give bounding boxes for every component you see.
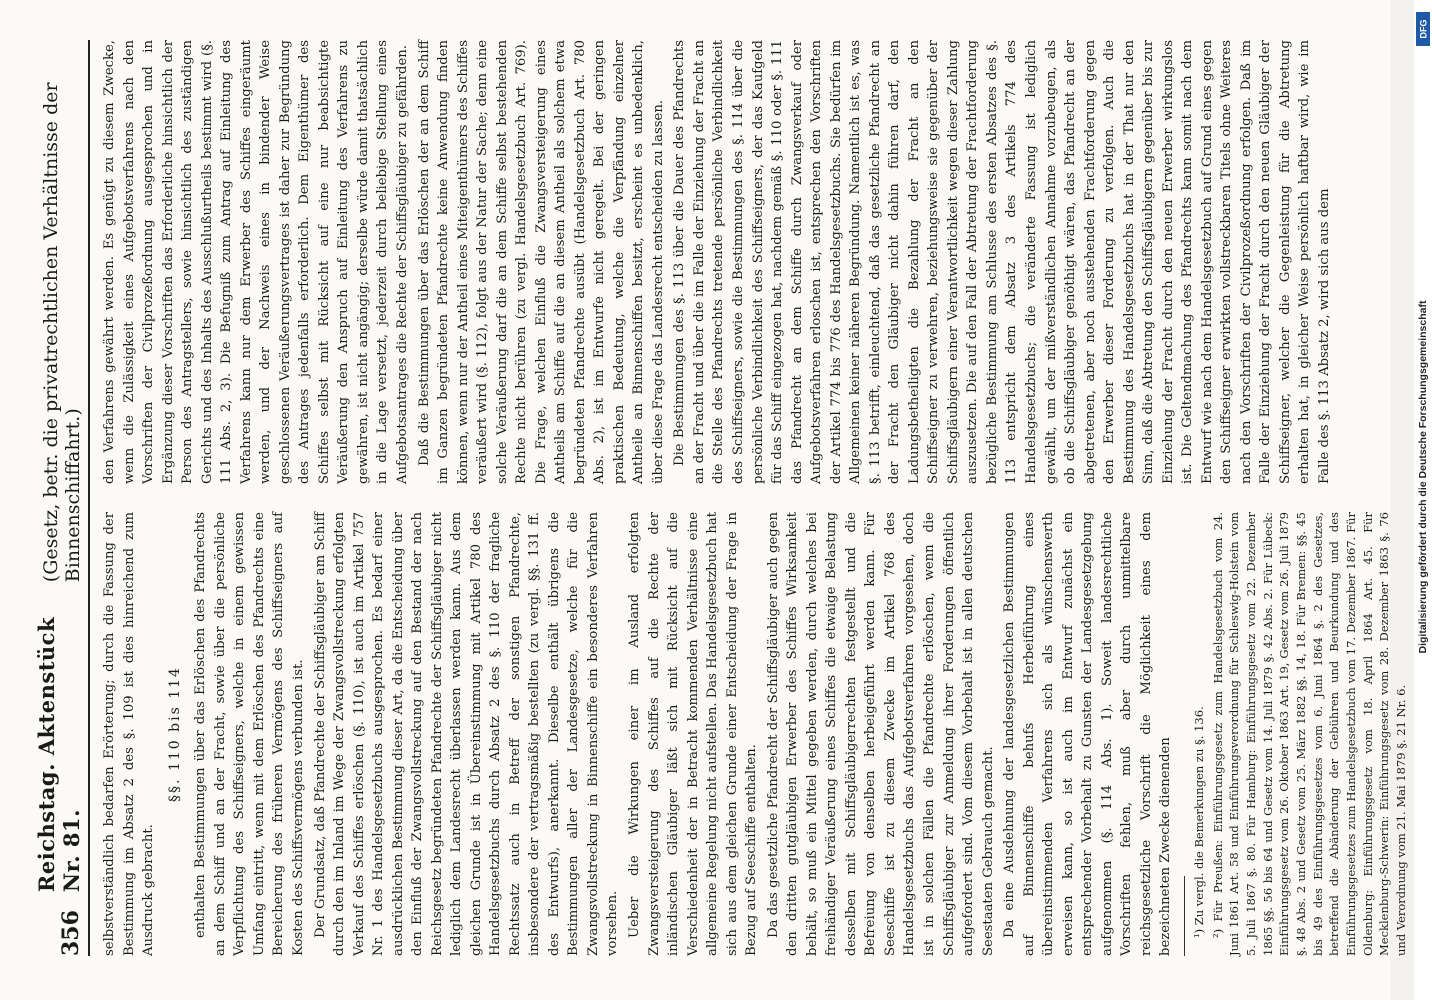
digitization-credit: Digitalisierung gefördert durch die Deutsche Forschungsgemeinschaft bbox=[1417, 300, 1429, 654]
dfg-logo bbox=[1416, 12, 1430, 46]
dfg-logo-text: DFG bbox=[1418, 19, 1428, 39]
right-paragraph: Daß die Bestimmungen über das Erlöschen der an dem Schiff im Ganzen begründeten Pfandrechte keine Anwendung finden können, wenn nur der Antheil eines Miteigenthümers des Schiffes veräußert wird (§. 112), folgt aus der Natur der Sache; denn eine solche Veräußerung darf die an dem Schiffe selbst bestehenden Rechte nicht berühren (zu vergl. Handelsgesetzbuch Art. 769). Die Frage, welchen Einfluß die Zwangsversteigerung eines Antheils am Schiffe auf die an diesem Antheil als solchem etwa begründeten Pfandrechte ausübt (Handelsgesetzbuch Art. 780 Abs. 2), ist im Entwurfe nicht geregelt. Bei der geringen praktischen Bedeutung, welche die Verpfändung einzelner Antheile an Binnenschiffen besitzt, erscheint es unbedenklich, über diese Frage das Landesrecht entscheiden zu lassen. bbox=[416, 40, 666, 484]
left-paragraph: Ueber die Wirkungen einer im Ausland erfolgten Zwangsversteigerung des Schiffes auf die Rechte der inländischen Gläubiger läßt sich mit Rücksicht auf die Verschiedenheit der in Betracht kommenden Verhältnisse eine allgemeine Regelung nicht aufstellen. Das Handelsgesetzbuch hat sich aus dem gleichen Grunde einer Entscheidung der Frage in Bezug auf Seeschiffe enthalten. bbox=[627, 512, 760, 956]
footnote-divider bbox=[1184, 876, 1185, 956]
document-title: Reichstag. Aktenstück Nr. 81. bbox=[34, 616, 84, 893]
left-intro-paragraph: selbstverständlich bedarfen Erörterung; durch die Fassung der Bestimmung im Absatz 2 des §. 109 ist dies hinreichend zum Ausdruck gebracht. bbox=[102, 512, 157, 956]
left-paragraph: enthalten Bestimmungen über das Erlöschen des Pfandrechts an dem Schiff und an der Fracht, sowie über die persönliche Verpflichtung des Schiffseigners, welche in einem gewissen Umfang eintritt, wenn mit dem Erlöschen des Pfandrechts eine Bereicherung des früheren Vermögens des Schiffseigners auf Kosten des Schiffsvermögens verbunden ist. bbox=[193, 512, 306, 956]
section-heading: §§. 110 bis 114 bbox=[166, 666, 183, 802]
left-column bbox=[100, 512, 1408, 956]
right-paragraph: Die Bestimmungen des §. 113 über die Dauer des Pfandrechts an der Fracht und über die im Falle der Einziehung der Fracht an die Stelle des Pfandrechts tretende persönliche Verbindlichkeit des Schiffseigners, sowie die Bestimmungen des §. 114 über die persönliche Verbindlichkeit des Schiffseigners, der das Kaufgeld für das Schiff eingezogen hat, nachdem gemäß §. 110 oder §. 111 das Pfandrecht an dem Schiffe durch Zwangsverkauf oder Aufgebotsverfahren erloschen ist, entsprechen den Vorschriften der Artikel 774 bis 776 des Handelsgesetzbuchs. Sie bedürfen im Allgemeinen keiner näheren Begründung. Namentlich ist es, was §. 113 betrifft, einleuchtend, daß das gesetzliche Pfandrecht an der Fracht den Gläubiger nicht dahin führen darf, den Ladungsbetheiligten die Bezahlung der Fracht an den Schiffseigner zu verwehren, beziehungsweise sie gegenüber der Schiffsgläubigern einer Verantwortlichkeit wegen dieser Zahlung auszusetzen. Die auf den Fall der Abtretung der Frachtforderung bezügliche Bestimmung am Schlusse des ersten Absatzes des §. 113 entspricht dem Absatz 3 des Artikels 774 des Handelsgesetzbuchs; die veränderte Fassung ist lediglich gewählt, um der mißverständlichen Annahme vorzubeugen, als ob die Schiffsgläubiger genöthigt wären, das Pfandrecht an der abgetretenen, aber noch ausstehenden Frachtforderung gegen den Erwerber dieser Forderung zu verfolgen. Auch die Bestimmung des Handelsgesetzbuchs hat in der That nur den Sinn, daß die Abtretung den Schiffsgläubigern gegenüber bis zur Einziehung der Fracht durch den neuen Erwerber wirkungslos ist. Die Geltendmachung des Pfandrechts kann somit nach dem Entwurf wie nach dem Handelsgesetzbuch auf Grund eines gegen den Schiffseigner erwirkten vollstreckbaren Titels ohne Weiteres nach den Vorschriften der Civilprozeßordnung erfolgen. Daß im Falle der Einziehung der Fracht durch den neuen Gläubiger der Schiffseigner, welcher die Gegenleistung für die Abtretung erhalten hat, in gleicher Weise persönlich haftbar wird, wie im Falle des §. 113 Absatz 2, wird sich aus dem bbox=[672, 40, 1332, 484]
left-paragraph: Der Grundsatz, daß Pfandrechte der Schiffsgläubiger am Schiff durch den im Inland im Wege der Zwangsvollstreckung erfolgten Verkauf des Schiffes erlöschen (§. 110), ist auch im Artikel 757 Nr. 1 des Handelsgesetzbuchs ausgesprochen. Es bedarf einer ausdrücklichen Bestimmung dieser Art, da die Entscheidung über den Einfluß der Zwangsvollstreckung auf den Bestand der nach Reichsgesetz begründeten Pfandrechte der Schiffsgläubiger nicht lediglich dem Landesrecht überlassen werden kann. Aus dem gleichen Grunde ist in Übereinstimmung mit Artikel 780 des Handelsgesetzbuchs durch Absatz 2 des §. 110 der fragliche Rechtssatz auch in Betreff der sonstigen Pfandrechte, insbesondere der vertragsmäßig bestellten (zu vergl. §§. 131 ff. des Entwurfs), anerkannt. Dieselbe enthält übrigens die Bestimmungen aller der Landesgesetze, welche für die Zwangsvollstreckung in Binnenschiffe ein besonderes Verfahren vorsehen. bbox=[312, 512, 621, 956]
document-subtitle: (Gesetz, betr. die privatrechtlichen Verhältnisse der Binnenschiffahrt.) bbox=[40, 82, 84, 583]
text-columns bbox=[100, 40, 1408, 956]
right-column bbox=[100, 40, 1390, 484]
left-paragraph: Da eine Ausdehnung der landesgesetzlichen Bestimmungen auf Binnenschiffe behufs Herbeiführung eines übereinstimmenden Verfahrens sich als wünschenswerth erweisen kann, so ist auch im Entwurf zunächst ein entsprechender Vorbehalt zu Gunsten der Landesgesetzgebung aufgenommen (§. 114 Abs. 1). Soweit landesrechtliche Vorschriften fehlen, muß aber durch unmittelbare reichsgesetzliche Vorschrift die Möglichkeit eines dem bezeichneten Zwecke dienenden bbox=[1002, 512, 1174, 956]
right-paragraph: den Verfahrens gewährt werden. Es genügt zu diesem Zwecke, wenn die Zulässigkeit eines Aufgebotsverfahrens nach den Vorschriften der Civilprozeßordnung ausgesprochen und in Ergänzung dieser Vorschriften das Erforderliche hinsichtlich der Person des Antragstellers, sowie hinsichtlich des zuständigen Gerichts und des Inhalts des Ausschlußurtheils bestimmt wird (§. 111 Abs. 2, 3). Die Befugniß zum Antrag auf Einleitung des Verfahrens kann nur dem Erwerber des Schiffes eingeräumt werden, und der Nachweis eines in bindender Weise geschlossenen Veräußerungsvertrages ist daher zur Begründung des Antrages jedenfalls erforderlich. Dem Eigenthümer des Schiffes selbst mit Rücksicht auf eine nur beabsichtigte Veräußerung den Anspruch auf Einleitung des Verfahrens zu gewähren, ist nicht angängig; derselbe würde damit thatsächlich in die Lage versetzt, jederzeit durch beliebige Stellung eines Aufgebotsantrages die Rechte der Schiffsgläubiger zu gefährden. bbox=[102, 40, 410, 484]
footnote: ²) Für Preußen: Einführungsgesetz zum Handelsgesetzbuch vom 24. Juni 1861 Art. 58 und Einführungsverordnung für Schleswig-Holstein vom 5. Juli 1867 §. 80. Für Hamburg: Einführungsgesetz vom 22. Dezember 1865 §§. 56 bis 64 und Gesetz vom 14. Juli 1879 §. 42 Abs. 2. Für Lübeck: Einführungsgesetz vom 26. Oktober 1863 Art. 19, Gesetz vom 26. Juli 1879 §. 48 Abs. 2 und Gesetz vom 25. März 1882 §§. 14, 18. Für Bremen: §§. 45 bis 49 des Einführungsgesetzes vom 6. Juni 1864 §. 2 des Gesetzes, betreffend die Abänderung der Gebühren und Beurkundung und des Einführungsgesetzes zum Handelsgesetzbuch vom 17. Dezember 1867. Für Oldenburg: Einführungsgesetz vom 18. April 1864 Art. 45. Für Mecklenburg-Schwerin: Einführungsgesetz vom 28. Dezember 1863 §. 76 und Verordnung vom 21. Mai 1879 §. 21 Nr. 6. bbox=[1210, 512, 1408, 956]
page-header bbox=[34, 40, 90, 956]
left-paragraph: Da das gesetzliche Pfandrecht der Schiffsgläubiger auch gegen den dritten gutgläubigen Erwerber des Schiffes Wirksamkeit behält, so muß ein Mittel gegeben werden, durch welches bei freihändiger Veräußerung eines Schiffes die etwaige Belastung desselben mit Schiffsgläubigerrechten festgestellt und die Befreiung von denselben herbeigeführt werden kann. Für Seeschiffe ist zu diesem Zwecke im Artikel 768 des Handelsgesetzbuchs das Aufgebotsverfahren vorgesehen, doch ist in solchen Fällen die Pfandrechte erlöschen, wenn die Schiffsgläubiger zur Anmeldung ihrer Forderungen öffentlich aufgefordert sind. Vom diesem Vorbehalt ist in allen deutschen Seestaaten Gebrauch gemacht. bbox=[765, 512, 996, 956]
digitization-credit-strip bbox=[1414, 0, 1432, 1000]
page-number: 356 bbox=[58, 910, 84, 956]
footnote: ¹) Zu vergl. die Bemerkungen zu §. 136. bbox=[1191, 706, 1206, 938]
